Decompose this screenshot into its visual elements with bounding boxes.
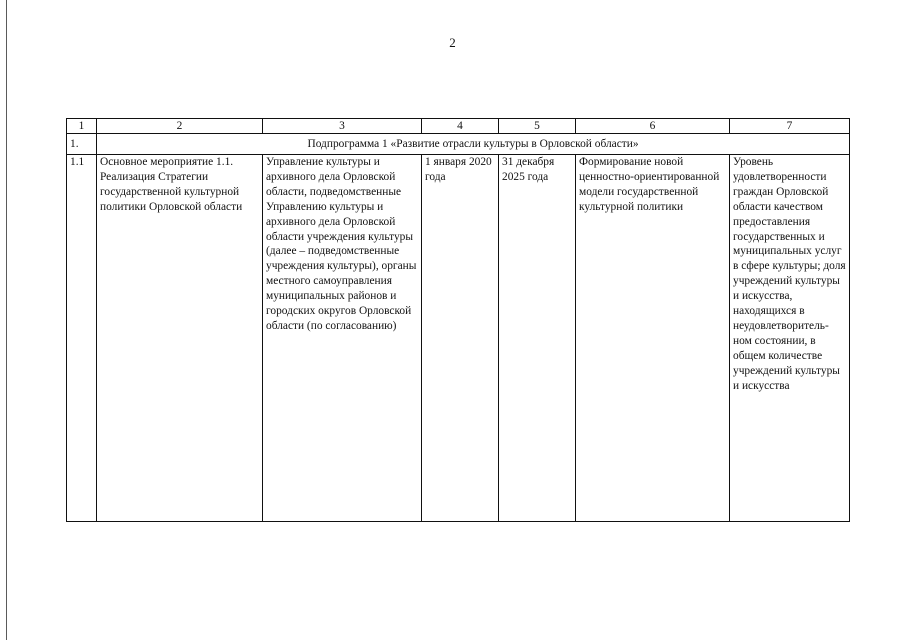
- expected-result-text: Формирование новой ценностно-ориентированной модели государственной культурной политики: [579, 156, 720, 213]
- executor-text: Управление культуры и архивного дела Орловской области, подведомственные Управлению культуры и архивного дела Орловской области учреждения культуры (далее – подведомственные учреждения культуры), органы местного самоуправления муниципальных районов и городских округов Орловской области (по согласованию): [266, 156, 417, 332]
- start-date-text: 1 января 2020 года: [425, 156, 492, 183]
- table-row: [67, 155, 850, 522]
- column-number-6: 6: [576, 119, 730, 134]
- indicator-text: Уровень удовлетворенности граждан Орловской области качеством предоставления государственных и муниципальных услуг в сфере культуры; доля учреждений культуры и искусства, находящихся в неудовлетворитель-ном состоянии, в общем количестве учреждений культуры и искусства: [733, 156, 846, 392]
- column-number-5: 5: [499, 119, 576, 134]
- column-number-7: 7: [730, 119, 850, 134]
- end-date-text: 31 декабря 2025 года: [502, 156, 555, 183]
- program-table: [66, 118, 850, 522]
- indicator-cell: [730, 155, 850, 522]
- column-number-4: 4: [422, 119, 499, 134]
- scan-edge-line: [6, 0, 7, 640]
- page-number: 2: [449, 35, 456, 50]
- column-number-2: 2: [97, 119, 263, 134]
- subprogram-title: Подпрограмма 1 «Развитие отрасли культуры в Орловской области»: [97, 134, 850, 155]
- subprogram-number: 1.: [67, 134, 97, 155]
- column-number-3: 3: [263, 119, 422, 134]
- event-cell: [97, 155, 263, 522]
- event-text: Основное мероприятие 1.1. Реализация Стратегии государственной культурной политики Орловской области: [100, 156, 243, 213]
- expected-result-cell: [576, 155, 730, 522]
- subprogram-row: [67, 134, 850, 155]
- column-number-row: [67, 119, 850, 134]
- row-number: 1.1: [67, 155, 97, 522]
- end-date-cell: [499, 155, 576, 522]
- start-date-cell: [422, 155, 499, 522]
- executor-cell: [263, 155, 422, 522]
- column-number-1: 1: [67, 119, 97, 134]
